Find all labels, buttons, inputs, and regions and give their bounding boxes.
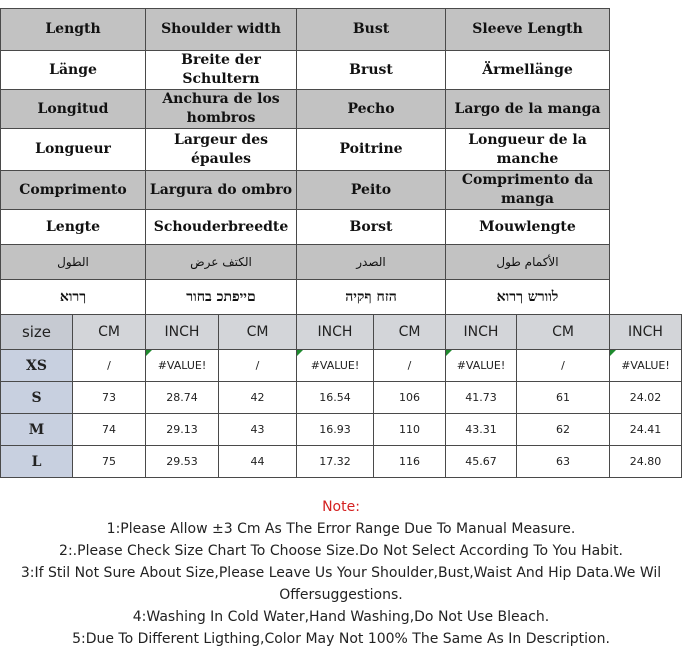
header-cell: ךרוא (1, 280, 146, 315)
size-row-m (1, 414, 682, 446)
value-cell (146, 350, 219, 382)
cm-column-header: CM (374, 315, 446, 350)
value-cell: 16.54 (297, 382, 374, 414)
header-cell: Breite der Schultern (146, 51, 297, 90)
header-cell: Comprimento da manga (446, 171, 610, 210)
value-cell: 42 (219, 382, 297, 414)
unit-row (1, 315, 682, 350)
value-cell: 43.31 (446, 414, 517, 446)
value-cell: / (374, 350, 446, 382)
error-marker-icon (146, 350, 152, 356)
header-cell: Longitud (1, 90, 146, 129)
value-cell: 28.74 (146, 382, 219, 414)
value-text: #VALUE! (157, 359, 207, 372)
header-cell: Anchura de los hombros (146, 90, 297, 129)
header-cell: Longueur de la manche (446, 129, 610, 171)
value-cell: 29.13 (146, 414, 219, 446)
size-row-xs (1, 350, 682, 382)
notes-section (0, 496, 682, 650)
header-cell: Borst (297, 210, 446, 245)
note-line: 3:If Stil Not Sure About Size,Please Leave Us Your Shoulder,Bust,Waist And Hip Data.We Wil (20, 565, 662, 581)
note-line: Offersuggestions. (279, 587, 403, 603)
header-row-arabic (1, 245, 682, 280)
value-cell: 41.73 (446, 382, 517, 414)
value-cell: 17.32 (297, 446, 374, 478)
header-row-dutch (1, 210, 682, 245)
header-row-hebrew (1, 280, 682, 315)
header-row-portuguese (1, 171, 682, 210)
note-line: 4:Washing In Cold Water,Hand Washing,Do Not Use Bleach. (132, 609, 550, 625)
value-cell: 43 (219, 414, 297, 446)
cm-column-header: CM (517, 315, 610, 350)
value-text: #VALUE! (621, 359, 670, 372)
header-cell: Sleeve Length (446, 9, 610, 51)
value-cell: 24.02 (610, 382, 682, 414)
value-cell (297, 350, 374, 382)
header-cell: Schouderbreedte (146, 210, 297, 245)
inch-column-header: INCH (146, 315, 219, 350)
cm-column-header: CM (219, 315, 297, 350)
header-row-german (1, 51, 682, 90)
header-row-english (1, 9, 682, 51)
value-cell (446, 350, 517, 382)
header-cell: الكتف عرض (146, 245, 297, 280)
error-marker-icon (446, 350, 452, 356)
value-cell: 106 (374, 382, 446, 414)
value-cell (610, 350, 682, 382)
header-cell: לוורש ךרוא (446, 280, 610, 315)
header-cell: םייפתכ בחור (146, 280, 297, 315)
header-cell: Largura do ombro (146, 171, 297, 210)
size-label: M (1, 414, 73, 446)
header-cell: الصدر (297, 245, 446, 280)
header-cell: Bust (297, 9, 446, 51)
inch-column-header: INCH (297, 315, 374, 350)
value-cell: 44 (219, 446, 297, 478)
value-cell: 116 (374, 446, 446, 478)
size-label: S (1, 382, 73, 414)
inch-column-header: INCH (610, 315, 682, 350)
size-row-s (1, 382, 682, 414)
header-cell: Comprimento (1, 171, 146, 210)
value-cell: 24.80 (610, 446, 682, 478)
value-cell: 62 (517, 414, 610, 446)
header-cell: Longueur (1, 129, 146, 171)
size-label: XS (1, 350, 73, 382)
value-cell: 110 (374, 414, 446, 446)
value-text: #VALUE! (456, 359, 506, 372)
header-cell: Length (1, 9, 146, 51)
size-table (0, 8, 682, 478)
header-cell: Mouwlengte (446, 210, 610, 245)
size-row-l (1, 446, 682, 478)
note-line: 1:Please Allow ±3 Cm As The Error Range Due To Manual Measure. (106, 521, 576, 537)
header-row-spanish (1, 90, 682, 129)
error-marker-icon (610, 350, 616, 356)
header-cell: الطول (1, 245, 146, 280)
cm-column-header: CM (73, 315, 146, 350)
value-cell: 45.67 (446, 446, 517, 478)
value-cell: 61 (517, 382, 610, 414)
header-cell: Largo de la manga (446, 90, 610, 129)
header-cell: Brust (297, 51, 446, 90)
header-cell: Ärmellänge (446, 51, 610, 90)
header-cell: Pecho (297, 90, 446, 129)
header-cell: الأكمام طول (446, 245, 610, 280)
value-cell: 63 (517, 446, 610, 478)
header-cell: Largeur des épaules (146, 129, 297, 171)
notes-title: Note: (322, 499, 360, 515)
value-cell: 24.41 (610, 414, 682, 446)
value-cell: / (73, 350, 146, 382)
header-cell: Poitrine (297, 129, 446, 171)
value-cell: 16.93 (297, 414, 374, 446)
size-label: L (1, 446, 73, 478)
header-cell: Länge (1, 51, 146, 90)
note-line: 2:.Please Check Size Chart To Choose Size.Do Not Select According To You Habit. (59, 543, 623, 559)
value-cell: 73 (73, 382, 146, 414)
note-line: 5:Due To Different Ligthing,Color May Not 100% The Same As In Description. (72, 631, 610, 647)
header-cell: Peito (297, 171, 446, 210)
header-cell: Lengte (1, 210, 146, 245)
header-row-french (1, 129, 682, 171)
value-cell: / (219, 350, 297, 382)
inch-column-header: INCH (446, 315, 517, 350)
value-cell: 75 (73, 446, 146, 478)
value-text: #VALUE! (310, 359, 360, 372)
header-cell: Shoulder width (146, 9, 297, 51)
value-cell: 74 (73, 414, 146, 446)
value-cell: / (517, 350, 610, 382)
error-marker-icon (297, 350, 303, 356)
header-cell: הזח ףקיה (297, 280, 446, 315)
size-column-header: size (1, 315, 73, 350)
value-cell: 29.53 (146, 446, 219, 478)
